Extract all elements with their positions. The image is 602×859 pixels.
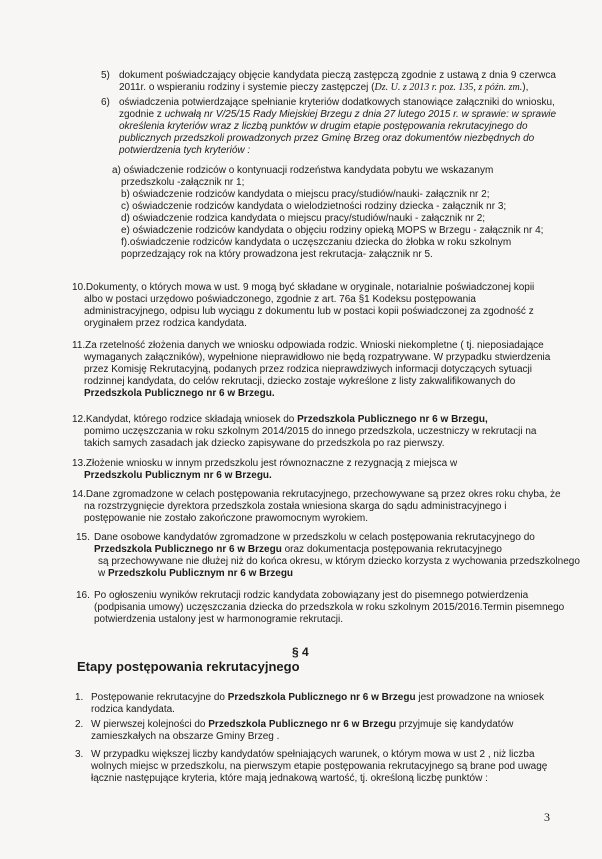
sub-f-line-2: poprzedzający rok na który prowadzona jest rekrutacja- załącznik nr 5. [121,249,433,260]
s3-line-3: łącznie następujące kryteria, które mają jednakową wartość, tj. określoną liczbę punktów : [91,773,488,784]
p12-line-1-text: 12.Kandydat, którego rodzice składają wniosek do [72,414,298,425]
section-mark: § 4 [292,645,309,659]
s3-number: 3. [75,749,84,760]
s3-line-2: wolnych miejsc w przedszkolu, na pierwszym etapie postępowania rekrutacyjnego są brane pod uwagę [91,761,548,772]
section-title: Etapy postępowania rekrutacyjnego [77,659,300,674]
paragraph-16 [94,590,564,626]
s1-line-1-text: Postępowanie rekrutacyjne do [91,692,228,703]
sub-b: b) oświadczenie rodziców kandydata o miejscu pracy/studiów/nauki- załącznik nr 2; [121,189,490,200]
s1-number: 1. [75,692,84,703]
p11-line-5: Przedszkola Publicznego nr 6 w Brzegu. [84,388,275,399]
p11-line-1: 11.Za rzetelność złożenia danych we wniosku odpowiada rodzic. Wnioski niekompletne ( tj. nieposiadające [72,340,544,351]
section-item-2 [91,719,513,743]
paragraph-13 [72,458,457,482]
item-5-citation: Dz. U. z 2013 r. poz. 135, z późn. zm. [374,82,523,93]
p15-number: 15. [76,532,90,543]
attachments-list [112,165,543,261]
p12-line-3: takich samych zasadach jak dziecko zapisywane do przedszkola po raz pierwszy. [84,438,445,449]
s2-school-name: Przedszkola Publicznego nr 6 w Brzegu [208,719,397,730]
p15-line-4-text: w [98,568,108,579]
p15-line-3: są przechowywane nie dłużej niż do końca okresu, w którym dziecko korzysta z wychowania przedszkolnego [98,556,580,567]
item-6-number: 6) [101,97,110,108]
item-5-text [119,70,556,94]
p12-school-name: Przedszkola Publicznego nr 6 w Brzegu, [297,414,488,425]
s2-line-1-end: przyjmuje się kandydatów [396,719,514,730]
p13-line-1: 13.Złożenie wniosku w innym przedszkolu jest równoznaczne z rezygnacją z miejsca w [72,458,458,469]
p16-line-1: Po ogłoszeniu wyników rekrutacji rodzic kandydata zobowiązany jest do pisemnego potwierdzenia [94,590,529,601]
section-item-3 [91,749,547,785]
p14-line-2: na rozstrzygnięcie dyrektora przedszkola została wniesiona skarga do sądu administracyjnego i [84,501,507,512]
p11-line-2: wymaganych załączników), wypełnione nieprawidłowo nie będą rozpatrywane. W przypadku stwierdzenia [84,352,551,363]
item-6-resolution: uchwałą nr V/25/15 Rady Miejskiej Brzegu z dnia 27 lutego 2015 r. w sprawie: w sprawie [164,109,557,120]
p10-line-1: 10.Dokumenty, o których mowa w ust. 9 mogą być składane w oryginale, notarialnie poświadczonej kopii [72,282,535,293]
item-6-line-4: publicznych przedszkoli prowadzonych przez Gminę Brzeg oraz dokumentów niezbędnych do [119,133,535,144]
item-5-line-2 [119,82,556,94]
paragraph-11 [72,340,550,400]
sub-a-line-1: a) oświadczenie rodziców o kontynuacji rodzeństwa kandydata pobytu we wskazanym [112,165,494,176]
s1-line-2: rodzica kandydata. [91,704,175,715]
item-6-line-3: określenia kryteriów wraz z liczbą punktów w drugim etapie postępowania rekrutacyjnego do [119,121,528,132]
s2-line-2: zamieszkałych na obszarze Gminy Brzeg . [91,731,280,742]
s2-line-1 [91,719,513,731]
paragraph-12 [72,414,536,450]
p11-line-4: rodzinnej kandydata, do celów rekrutacji, dziecko zostaje wykreślone z listy zakwalifikowanych do [84,376,516,387]
p10-line-4: oryginałem przez rodzica kandydata. [84,318,247,329]
p11-line-3: przez Komisję Rekrutacyjną, podanych przez rodzica nieprawdziwych informacji dotyczących sytuacji [84,364,532,375]
sub-c: c) oświadczenie rodziców kandydata o wielodzietności rodziny dziecka - załącznik nr 3; [121,201,507,212]
section-item-1 [91,692,544,716]
sub-a-line-2: przedszkolu -załącznik nr 1; [121,177,245,188]
item-6-line-2 [119,109,556,121]
p15-line-4 [94,568,580,580]
s2-line-1-text: W pierwszej kolejności do [91,719,209,730]
sub-f-line-1: f).oświadczenie rodziców kandydata o uczęszczaniu dziecka do żłobka w roku szkolnym [121,237,512,248]
p16-number: 16. [76,590,90,601]
item-6-line-5: potwierdzenia tych kryteriów : [119,145,251,156]
s1-school-name: Przedszkola Publicznego nr 6 w Brzegu [227,692,416,703]
item-5-line-2-end: ), [522,82,529,93]
item-5-line-2-text: 2011r. o wspieraniu rodziny i systemie pieczy zastępczej ( [119,82,375,93]
paragraph-14 [72,489,561,525]
p15-line-2 [94,544,580,556]
p14-line-1: 14.Dane zgromadzone w celach postępowania rekrutacyjnego, przechowywane są przez okres roku chyba, że [72,489,561,500]
sub-d: d) oświadczenie rodzica kandydata o miejscu pracy/studiów/nauki - załącznik nr 2; [121,213,486,224]
p14-line-3: postępowanie nie zostało zakończone prawomocnym wyrokiem. [84,513,369,524]
p16-line-2: (podpisania umowy) uczęszczania dziecka do przedszkola w roku szkolnym 2015/2016.Termin pisemnego [94,602,565,613]
p13-line-2: Przedszkolu Publicznym nr 6 w Brzegu. [84,470,272,481]
paragraph-10 [72,282,534,330]
s1-line-1-end: jest prowadzone na wniosek [415,692,544,703]
p15-line-2-text: oraz dokumentacja postępowania rekrutacyjnego [281,544,502,555]
paragraph-15 [94,532,580,580]
p12-line-1 [72,414,536,426]
p15-school-name: Przedszkola Publicznego nr 6 w Brzegu [94,544,282,555]
item-6-line-2-text: zgodnie z [119,109,165,120]
page-number: 3 [544,810,550,824]
item-6-line-1: oświadczenia potwierdzające spełnianie kryteriów dodatkowych stanowiące załączniki do wniosku, [119,97,555,108]
s3-line-1: W przypadku większej liczby kandydatów spełniających warunek, o którym mowa w ust 2 , niż liczba [91,749,535,760]
sub-e: e) oświadczenie rodziców kandydata o objęciu rodziny opieką MOPS w Brzegu - załącznik nr 4; [121,225,544,236]
p10-line-3: administracyjnego, odpisu lub wyciągu z dokumentu lub w postaci kopii poświadczonej za zgodność z [84,306,534,317]
item-5-line-1: dokument poświadczający objęcie kandydata pieczą zastępczą zgodnie z ustawą z dnia 9 czerwca [119,70,556,81]
p15-line-1: Dane osobowe kandydatów zgromadzone w przedszkolu w celach postępowania rekrutacyjnego do [94,532,535,543]
s1-line-1 [91,692,544,704]
item-6-text [119,97,556,157]
p10-line-2: albo w postaci urzędowo poświadczonego, zgodnie z art. 76a §1 Kodeksu postępowania [84,294,476,305]
item-5-number: 5) [101,70,110,81]
p16-line-3: potwierdzenia ustalony jest w harmonogramie rekrutacji. [94,614,344,625]
s2-number: 2. [75,719,84,730]
p15-line-4-school: Przedszkolu Publicznym nr 6 w Brzegu [108,568,294,579]
p12-line-2: pomimo uczęszczania w roku szkolnym 2014/2015 do innego przedszkola, uczestniczy w rekrutacji na [84,426,537,437]
